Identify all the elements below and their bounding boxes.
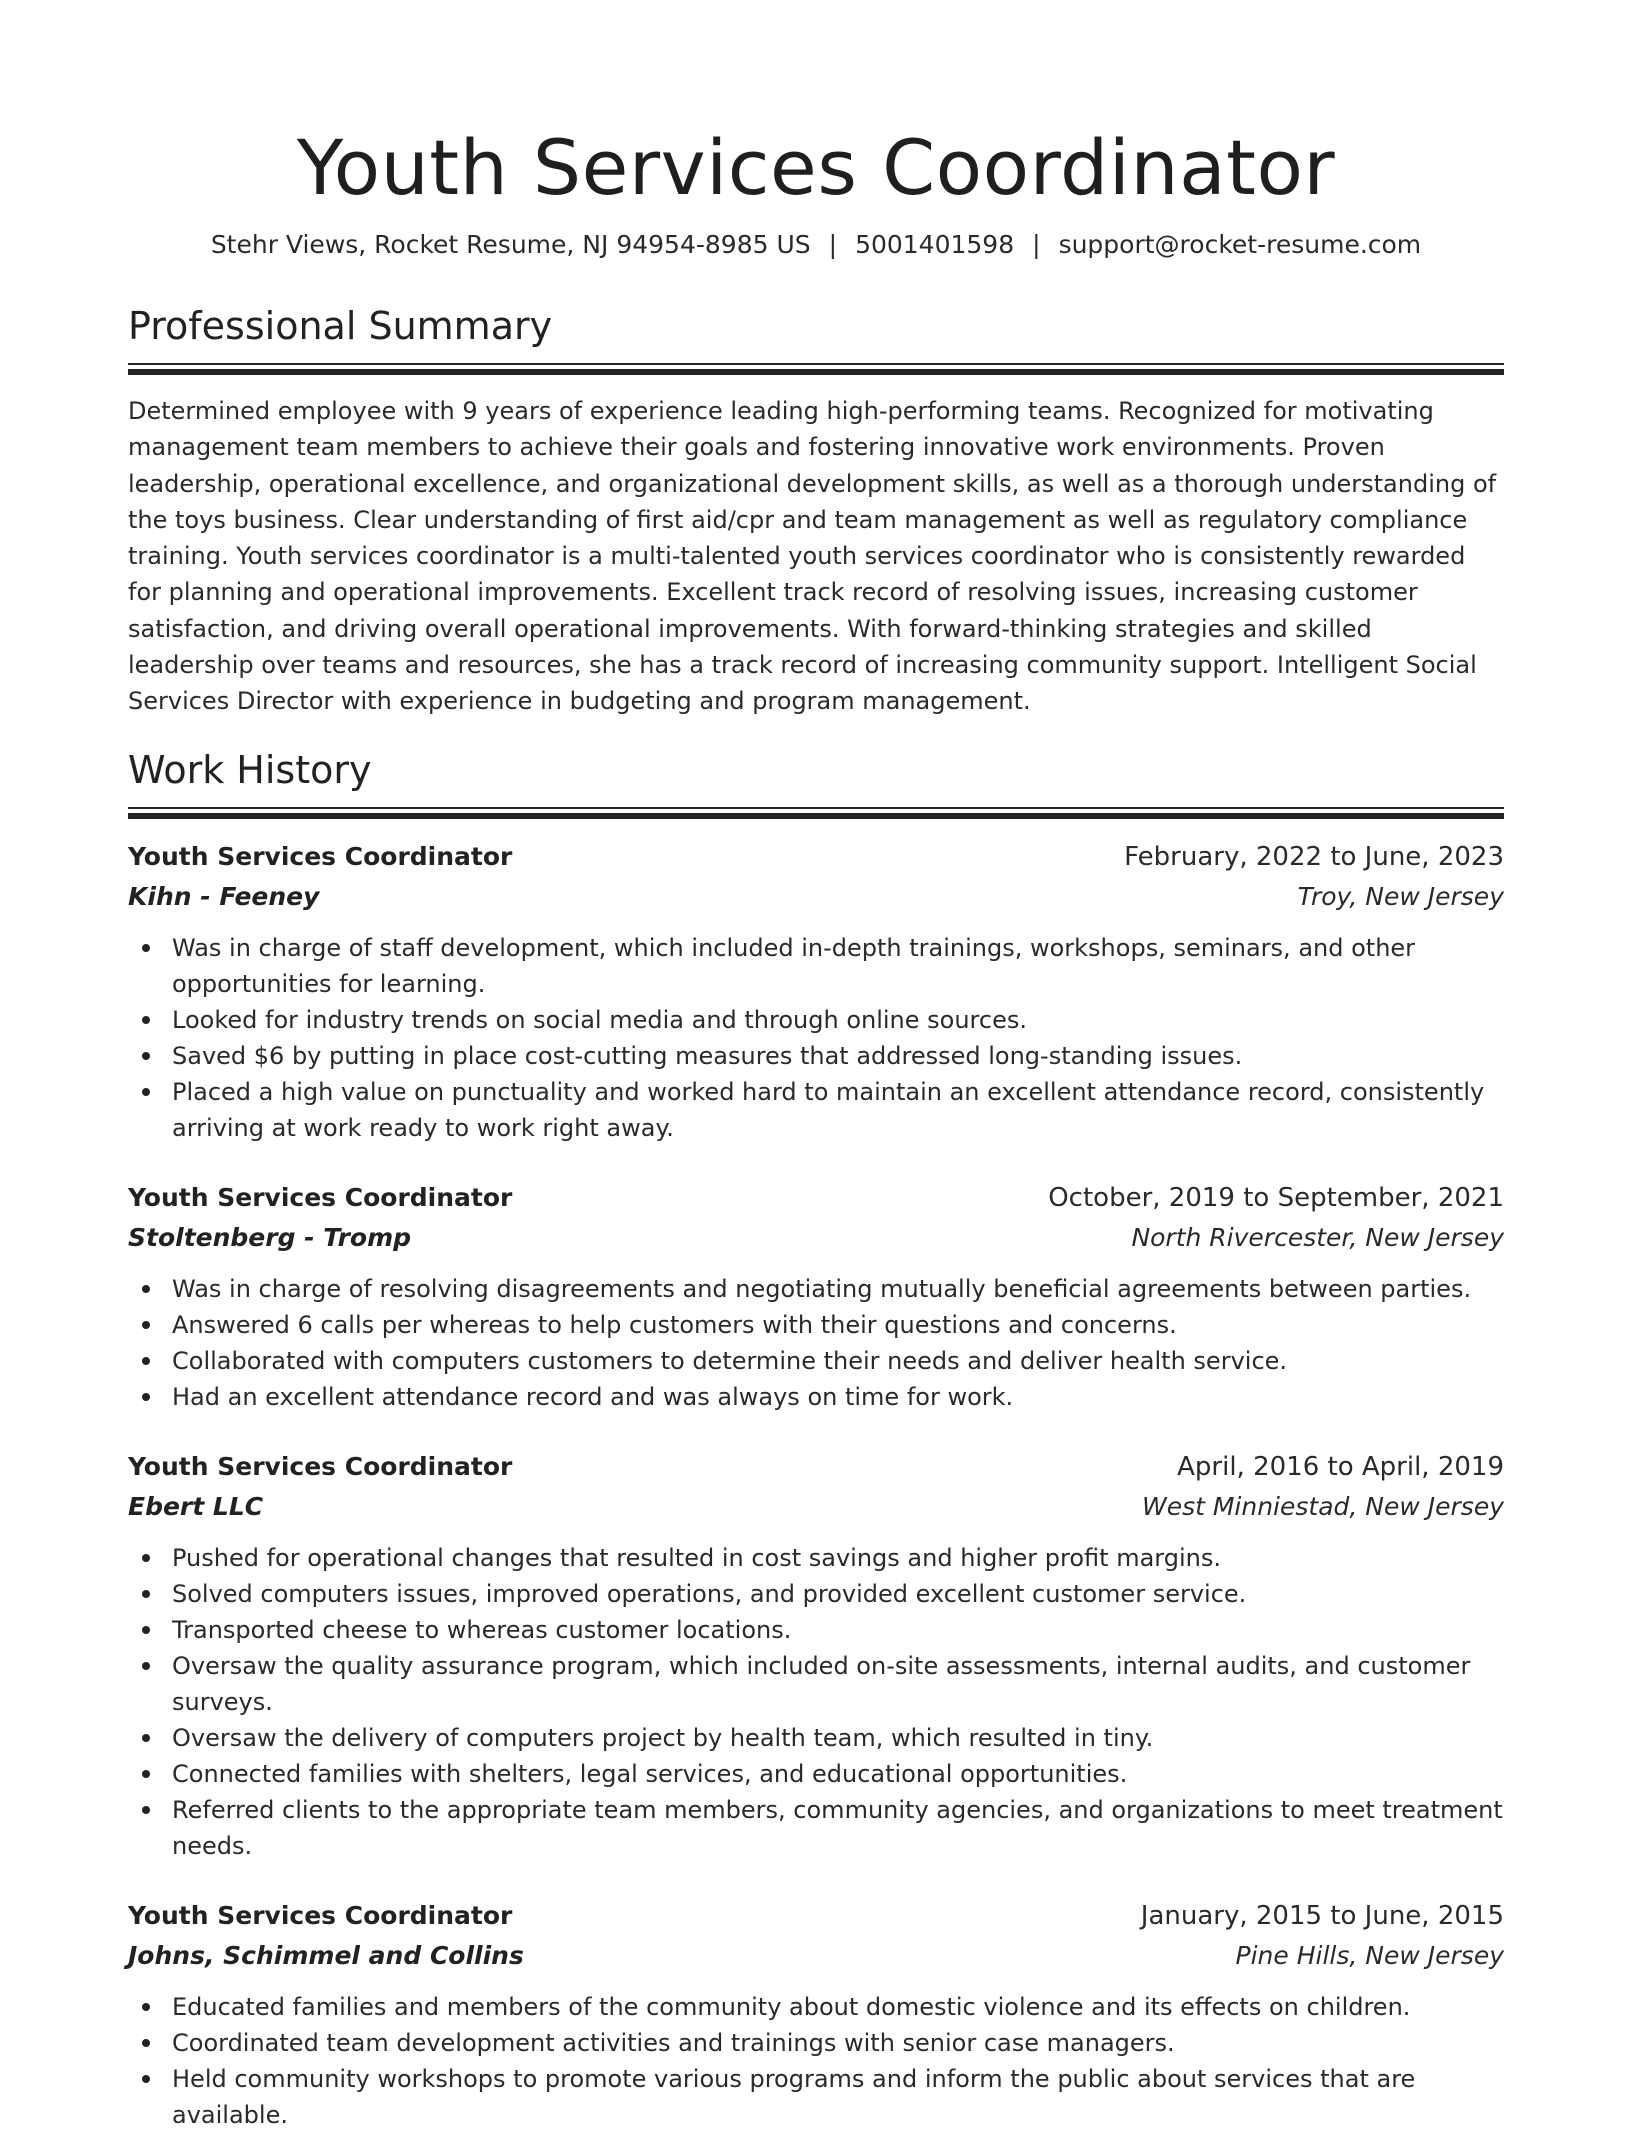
contact-phone: 5001401598 <box>855 230 1015 259</box>
bullet-dot-icon <box>142 1052 150 1060</box>
job-title: Youth Services Coordinator <box>128 1451 513 1481</box>
job-bullet <box>128 1038 1504 1074</box>
job-entry <box>128 837 1504 1146</box>
work-history-section <box>128 745 1504 2133</box>
bullet-dot-icon <box>142 1626 150 1634</box>
job-bullet-text: Oversaw the delivery of computers project by health team, which resulted in tiny. <box>172 1723 1154 1752</box>
summary-heading: Professional Summary <box>128 304 553 348</box>
job-bullet <box>128 1343 1504 1379</box>
job-list <box>128 837 1504 2133</box>
job-bullet <box>128 1271 1504 1307</box>
job-bullet-text: Looked for industry trends on social media and through online sources. <box>172 1005 1027 1034</box>
contact-separator: | <box>828 230 838 259</box>
job-bullet <box>128 1720 1504 1756</box>
job-bullet <box>128 1989 1504 2025</box>
job-header-row <box>128 837 1504 877</box>
bullet-dot-icon <box>142 1734 150 1742</box>
job-location: Pine Hills, New Jersey <box>1235 1940 1504 1970</box>
job-company: Kihn - Feeney <box>128 881 320 911</box>
job-title: Youth Services Coordinator <box>128 841 513 871</box>
bullet-dot-icon <box>142 1321 150 1329</box>
job-bullet-text: Was in charge of staff development, which included in-depth trainings, workshops, seminars, and other opportunities for learning. <box>172 933 1416 998</box>
job-company: Stoltenberg - Tromp <box>128 1222 412 1252</box>
job-header-row <box>128 1178 1504 1218</box>
job-dates: January, 2015 to June, 2015 <box>1140 1900 1504 1931</box>
bullet-dot-icon <box>142 2075 150 2083</box>
job-bullet <box>128 2061 1504 2133</box>
job-company: Johns, Schimmel and Collins <box>128 1940 524 1970</box>
job-bullet-text: Was in charge of resolving disagreements and negotiating mutually beneficial agreements between parties. <box>172 1274 1472 1303</box>
bullet-dot-icon <box>142 1662 150 1670</box>
job-location: Troy, New Jersey <box>1297 881 1504 911</box>
job-header-row <box>128 1447 1504 1487</box>
bullet-dot-icon <box>142 1088 150 1096</box>
contact-separator: | <box>1032 230 1041 259</box>
summary-text: Determined employee with 9 years of experience leading high-performing teams. Recognized for motivating management team members to achieve their goals and fostering innovative work environments. Proven leadership, operational excellence, and organizational development skills, as well as a thorough understanding of the toys business. Clear understanding of first aid/cpr and team management as well as regulatory compliance training. Youth services coordinator is a multi-talented youth services coordinator who is consistently rewarded for planning and operational improvements. Excellent track record of resolving issues, increasing customer satisfaction, and driving overall operational improvements. With forward-thinking strategies and skilled leadership over teams and resources, she has a track record of increasing community support. Intelligent Social Services Director with experience in budgeting and program management. <box>128 397 1497 716</box>
bullet-dot-icon <box>142 1590 150 1598</box>
job-bullet <box>128 1612 1504 1648</box>
job-bullet-text: Referred clients to the appropriate team members, community agencies, and organizations to meet treatment needs. <box>172 1795 1503 1860</box>
job-bullet-text: Held community workshops to promote various programs and inform the public about services that are available. <box>172 2064 1416 2129</box>
bullet-dot-icon <box>142 1016 150 1024</box>
job-bullet-list <box>128 1989 1504 2133</box>
job-bullet <box>128 2025 1504 2061</box>
job-company-row <box>128 1218 1504 1258</box>
job-title: Youth Services Coordinator <box>128 1182 513 1212</box>
job-bullet-text: Educated families and members of the community about domestic violence and its effects on children. <box>172 1992 1411 2021</box>
resume-title: Youth Services Coordinator <box>296 123 1336 212</box>
job-bullet <box>128 930 1504 1002</box>
job-entry <box>128 1178 1504 1415</box>
job-company-row <box>128 877 1504 917</box>
bullet-dot-icon <box>142 944 150 952</box>
bullet-dot-icon <box>142 2039 150 2047</box>
job-entry <box>128 1896 1504 2133</box>
job-bullet-text: Saved $6 by putting in place cost-cutting measures that addressed long-standing issues. <box>172 1041 1243 1070</box>
job-company: Ebert LLC <box>128 1491 264 1521</box>
bullet-dot-icon <box>142 1393 150 1401</box>
summary-section <box>128 301 1504 720</box>
job-bullet-text: Oversaw the quality assurance program, which included on-site assessments, internal audits, and customer surveys. <box>172 1651 1471 1716</box>
job-bullet-text: Answered 6 calls per whereas to help customers with their questions and concerns. <box>172 1310 1177 1339</box>
job-header-row <box>128 1896 1504 1936</box>
job-bullet-list <box>128 1540 1504 1864</box>
job-bullet <box>128 1307 1504 1343</box>
job-dates: April, 2016 to April, 2019 <box>1177 1451 1504 1482</box>
bullet-dot-icon <box>142 1285 150 1293</box>
job-bullet <box>128 1792 1504 1864</box>
job-bullet-text: Transported cheese to whereas customer locations. <box>172 1615 792 1644</box>
job-company-row <box>128 1487 1504 1527</box>
job-bullet-text: Solved computers issues, improved operations, and provided excellent customer service. <box>172 1579 1247 1608</box>
job-location: West Minniestad, New Jersey <box>1141 1491 1504 1521</box>
bullet-dot-icon <box>142 1554 150 1562</box>
job-bullet-text: Coordinated team development activities and trainings with senior case managers. <box>172 2028 1175 2057</box>
contact-address: Stehr Views, Rocket Resume, NJ 94954-8985 US <box>210 230 811 259</box>
job-dates: February, 2022 to June, 2023 <box>1124 841 1504 872</box>
job-bullet <box>128 1756 1504 1792</box>
job-bullet <box>128 1648 1504 1720</box>
bullet-dot-icon <box>142 1806 150 1814</box>
job-bullet <box>128 1379 1504 1415</box>
job-bullet <box>128 1540 1504 1576</box>
section-divider <box>128 363 1504 373</box>
section-divider <box>128 807 1504 817</box>
job-bullet-list <box>128 1271 1504 1415</box>
contact-line <box>128 228 1504 262</box>
job-bullet-text: Had an excellent attendance record and was always on time for work. <box>172 1382 1014 1411</box>
job-bullet-list <box>128 930 1504 1146</box>
job-location: North Rivercester, New Jersey <box>1131 1222 1504 1252</box>
job-title: Youth Services Coordinator <box>128 1900 513 1930</box>
job-bullet <box>128 1002 1504 1038</box>
job-bullet <box>128 1074 1504 1146</box>
bullet-dot-icon <box>142 1357 150 1365</box>
contact-email: support@rocket-resume.com <box>1058 230 1422 259</box>
job-bullet-text: Placed a high value on punctuality and worked hard to maintain an excellent attendance record, consistently arriving at work ready to work right away. <box>172 1077 1485 1142</box>
job-bullet-text: Connected families with shelters, legal services, and educational opportunities. <box>172 1759 1128 1788</box>
job-bullet <box>128 1576 1504 1612</box>
job-entry <box>128 1447 1504 1864</box>
work-history-heading: Work History <box>128 747 372 792</box>
job-company-row <box>128 1936 1504 1976</box>
bullet-dot-icon <box>142 2003 150 2011</box>
job-bullet-text: Pushed for operational changes that resulted in cost savings and higher profit margins. <box>172 1543 1221 1572</box>
job-dates: October, 2019 to September, 2021 <box>1048 1182 1504 1213</box>
bullet-dot-icon <box>142 1770 150 1778</box>
job-bullet-text: Collaborated with computers customers to determine their needs and deliver health service. <box>172 1346 1288 1375</box>
